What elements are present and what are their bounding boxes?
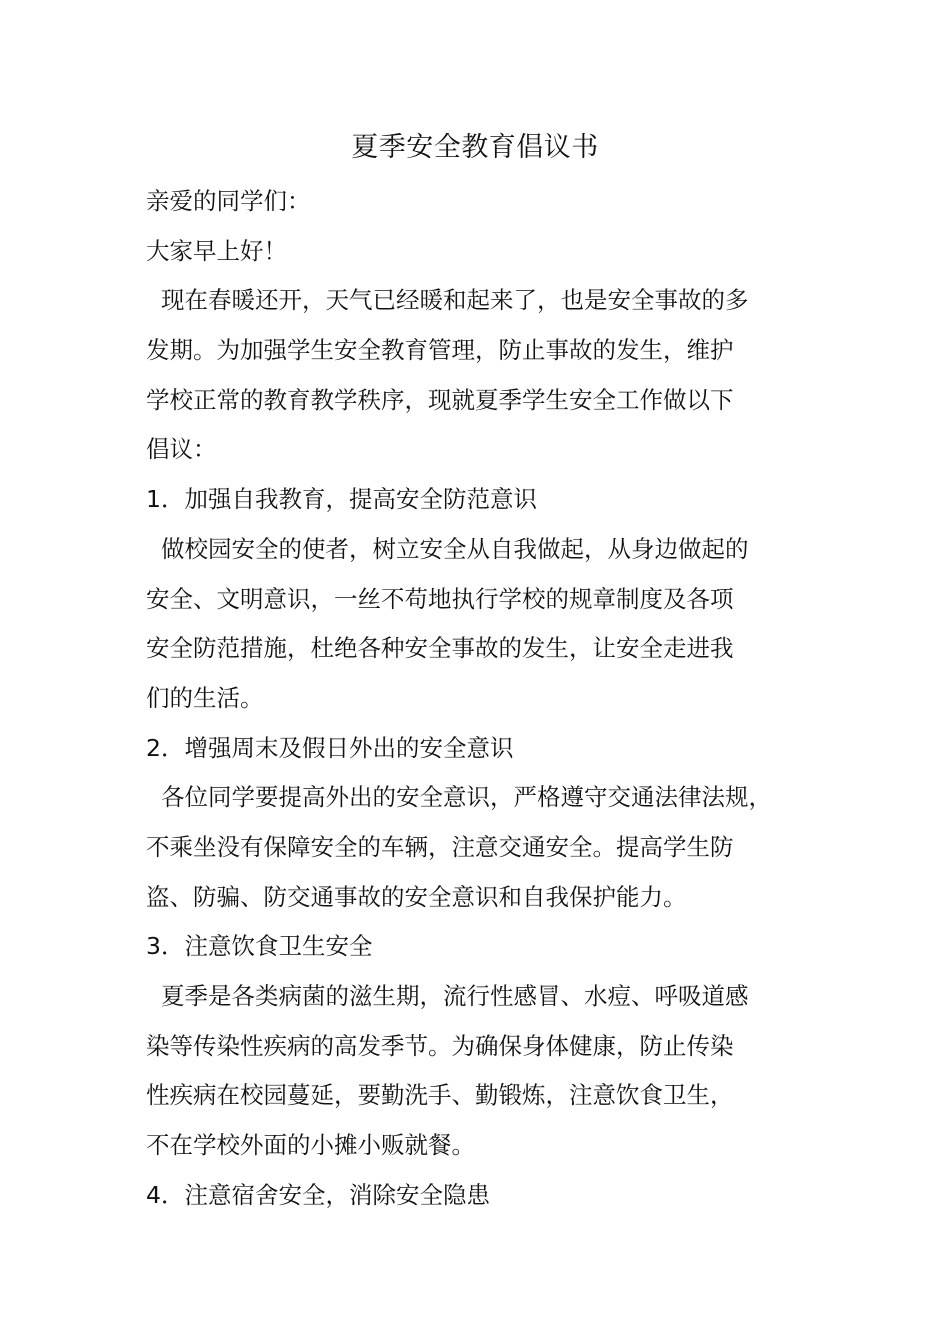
body-line: 做校园安全的使者，树立安全从自我做起，从身边做起的 bbox=[146, 534, 749, 563]
body-line: 不在学校外面的小摊小贩就餐。 bbox=[146, 1131, 475, 1160]
section-heading: 1．加强自我教育，提高安全防范意识 bbox=[146, 485, 537, 514]
body-line: 安全、文明意识，一丝不苟地执行学校的规章制度及各项 bbox=[146, 584, 734, 613]
body-line: 安全防范措施，杜绝各种安全事故的发生，让安全走进我 bbox=[146, 634, 734, 663]
body-line: 学校正常的教育教学秩序，现就夏季学生安全工作做以下 bbox=[146, 385, 734, 414]
section-heading: 2．增强周末及假日外出的安全意识 bbox=[146, 733, 514, 762]
section-heading: 3．注意饮食卫生安全 bbox=[146, 932, 373, 961]
body-line: 倡议： bbox=[146, 435, 217, 464]
body-line: 性疾病在校园蔓延，要勤洗手、勤锻炼，注意饮食卫生， bbox=[146, 1081, 734, 1110]
body-line: 现在春暖还开，天气已经暖和起来了，也是安全事故的多 bbox=[146, 286, 749, 315]
body-line: 染等传染性疾病的高发季节。为确保身体健康，防止传染 bbox=[146, 1031, 734, 1060]
section-heading: 4．注意宿舍安全，消除安全隐患 bbox=[146, 1180, 490, 1209]
body-line: 大家早上好！ bbox=[146, 236, 287, 265]
body-line: 们的生活。 bbox=[146, 683, 264, 712]
body-line: 夏季是各类病菌的滋生期，流行性感冒、水痘、呼吸道感 bbox=[146, 982, 749, 1010]
body-line: 发期。为加强学生安全教育管理，防止事故的发生，维护 bbox=[146, 336, 734, 365]
document-title: 夏季安全教育倡议书 bbox=[351, 132, 599, 163]
body-line: 亲爱的同学们： bbox=[146, 187, 311, 215]
body-line: 各位同学要提高外出的安全意识，严格遵守交通法律法规， bbox=[146, 783, 772, 812]
body-line: 盗、防骗、防交通事故的安全意识和自我保护能力。 bbox=[146, 882, 687, 911]
body-line: 不乘坐没有保障安全的车辆，注意交通安全。提高学生防 bbox=[146, 832, 734, 861]
document-body bbox=[146, 177, 826, 1220]
